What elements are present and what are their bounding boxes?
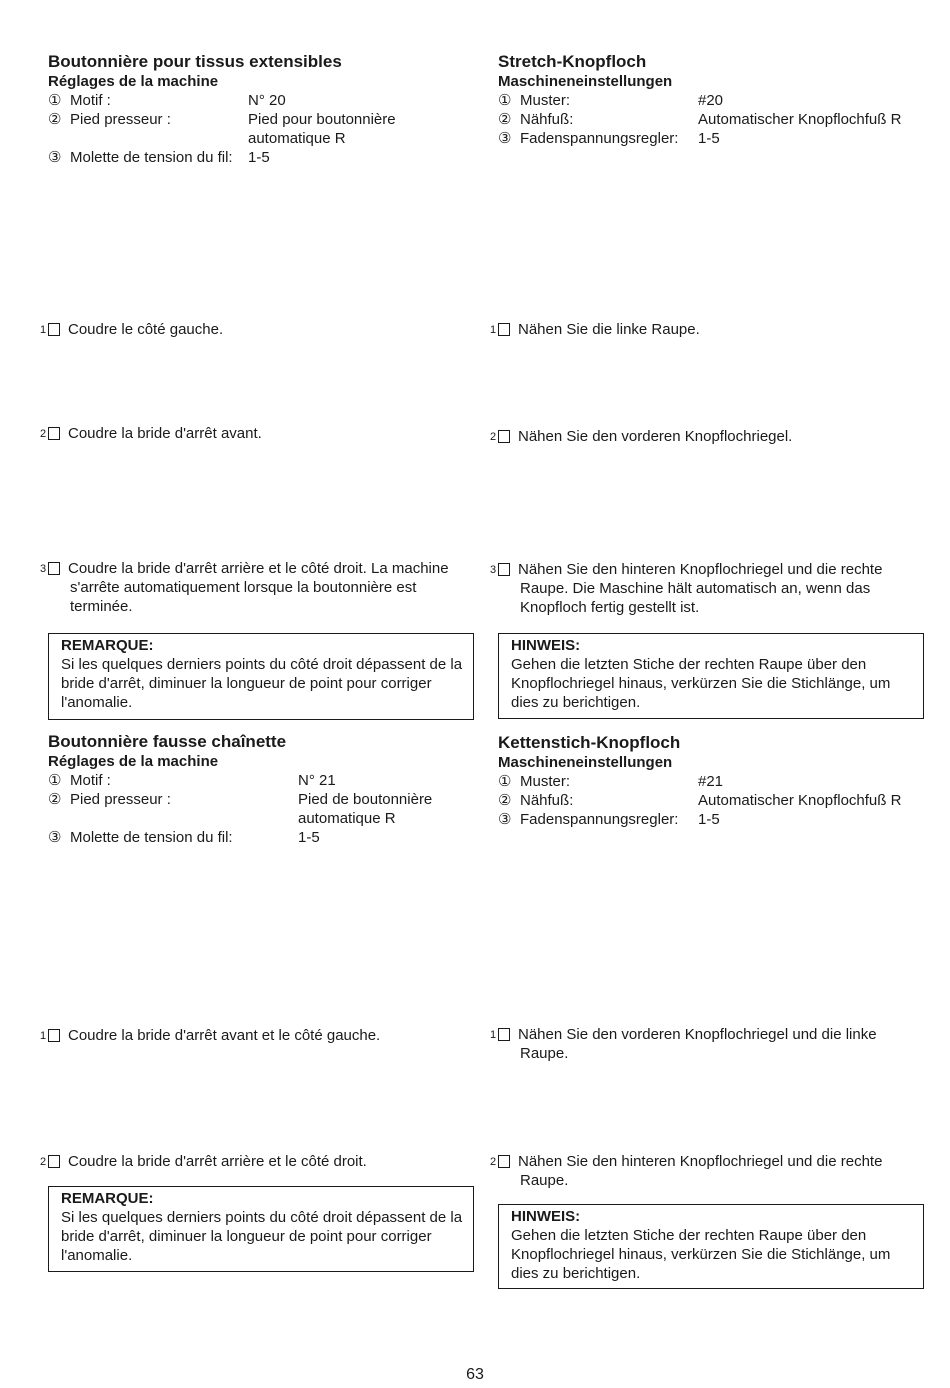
step-number-box: 2 [48, 1155, 60, 1168]
setting-row-foot [498, 110, 573, 129]
step-item [39, 424, 478, 443]
step-item [489, 320, 928, 339]
section-subtitle-de-stretch: Maschineneinstellungen [498, 73, 673, 90]
setting-row-pattern [498, 91, 570, 110]
note-box [498, 1204, 924, 1289]
step-number-box: 1 [498, 323, 510, 336]
step-text: Nähen Sie den hinteren Knopflochriegel und die rechte Raupe. [518, 1153, 883, 1189]
note-text: Si les quelques derniers points du côté droit dépassent de la bride d'arrêt, diminuer la longueur de point pour corriger l'anomalie. [61, 656, 463, 711]
setting-number: ③ [48, 829, 62, 846]
setting-number: ① [48, 92, 62, 109]
setting-value: 1-5 [298, 829, 320, 846]
setting-value: Pied pour boutonnière [248, 111, 396, 128]
step-text: Nähen Sie den vorderen Knopflochriegel. [518, 428, 793, 445]
setting-value: 1-5 [698, 130, 720, 147]
setting-value: Automatischer Knopflochfuß R [698, 792, 902, 809]
step-text: Nähen Sie den vorderen Knopflochriegel und die linke Raupe. [518, 1026, 877, 1062]
setting-value: 1-5 [248, 149, 270, 166]
section-title-fr-chain: Boutonnière fausse chaînette [48, 732, 287, 751]
setting-value: #21 [698, 773, 724, 790]
step-text: Nähen Sie die linke Raupe. [518, 321, 700, 338]
step-text: Coudre la bride d'arrêt avant. [68, 425, 262, 442]
setting-value: N° 21 [298, 772, 336, 789]
setting-number: ① [48, 772, 62, 789]
setting-row-pattern [48, 771, 111, 790]
step-item [489, 427, 928, 446]
setting-number: ② [48, 111, 62, 128]
note-text: Gehen die letzten Stiche der rechten Raupe über den Knopflochriegel hinaus, verkürzen Sie die Stichlänge, um dies zu berichtigen. [511, 656, 891, 711]
setting-label: Molette de tension du fil: [70, 149, 233, 166]
section-title-de-chain: Kettenstich-Knopfloch [498, 733, 681, 752]
page-number: 63 [466, 1366, 484, 1383]
setting-value: Automatischer Knopflochfuß R [698, 111, 902, 128]
step-number-box: 2 [498, 430, 510, 443]
setting-row-pattern [48, 91, 111, 110]
setting-number: ② [498, 792, 512, 809]
section-subtitle-de-chain: Maschineneinstellungen [498, 754, 673, 771]
note-title: HINWEIS: [511, 1208, 581, 1225]
step-text: Coudre la bride d'arrêt arrière et le côté droit. La machine s'arrête automatiquement lorsque la boutonnière est terminée. [68, 560, 449, 615]
setting-row-foot [48, 110, 171, 129]
note-box [498, 633, 924, 719]
step-text: Coudre la bride d'arrêt arrière et le côté droit. [68, 1153, 367, 1170]
step-number-box: 1 [48, 323, 60, 336]
note-text: Si les quelques derniers points du côté droit dépassent de la bride d'arrêt, diminuer la longueur de point pour corriger l'anomalie. [61, 1209, 463, 1264]
setting-number: ③ [498, 811, 512, 828]
note-title: HINWEIS: [511, 637, 581, 654]
step-item [489, 1025, 918, 1063]
step-number-box: 2 [48, 427, 60, 440]
step-item [39, 1026, 478, 1045]
step-item [489, 1152, 918, 1190]
note-text: Gehen die letzten Stiche der rechten Raupe über den Knopflochriegel hinaus, verkürzen Sie die Stichlänge, um dies zu berichtigen. [511, 1227, 891, 1282]
setting-row-foot [498, 791, 573, 810]
step-number-box: 2 [498, 1155, 510, 1168]
note-box [48, 633, 474, 720]
setting-value-continued: automatique R [248, 130, 346, 147]
step-text: Coudre la bride d'arrêt avant et le côté gauche. [68, 1027, 381, 1044]
setting-number: ② [498, 111, 512, 128]
step-text: Nähen Sie den hinteren Knopflochriegel und die rechte Raupe. Die Maschine hält automatisch an, wenn das Knopfloch fertig gestellt ist. [518, 561, 883, 616]
note-title: REMARQUE: [61, 637, 154, 654]
step-item [39, 1152, 478, 1171]
section-subtitle-fr-stretch: Réglages de la machine [48, 73, 219, 90]
setting-label: Pied presseur : [70, 111, 171, 128]
setting-value: 1-5 [698, 811, 720, 828]
step-text: Coudre le côté gauche. [68, 321, 224, 338]
setting-value: N° 20 [248, 92, 286, 109]
step-item [39, 559, 478, 616]
setting-label: Pied presseur : [70, 791, 171, 808]
setting-row-tension [48, 148, 233, 167]
setting-label: Muster: [520, 773, 571, 790]
setting-label: Nähfuß: [520, 792, 574, 809]
step-number-box: 1 [498, 1028, 510, 1041]
step-item [39, 320, 478, 339]
setting-row-tension [48, 828, 233, 847]
setting-label: Motif : [70, 92, 111, 109]
section-title-de-stretch: Stretch-Knopfloch [498, 52, 647, 71]
setting-row-foot [48, 790, 171, 809]
section-title-fr-stretch: Boutonnière pour tissus extensibles [48, 52, 342, 71]
step-number-box: 3 [48, 562, 60, 575]
note-title: REMARQUE: [61, 1190, 154, 1207]
step-number-box: 3 [498, 563, 510, 576]
setting-number: ① [498, 92, 512, 109]
setting-number: ② [48, 791, 62, 808]
setting-value: Pied de boutonnière [298, 791, 433, 808]
step-number-box: 1 [48, 1029, 60, 1042]
setting-label: Fadenspannungsregler: [520, 811, 679, 828]
setting-value: #20 [698, 92, 724, 109]
setting-label: Fadenspannungsregler: [520, 130, 679, 147]
setting-number: ③ [48, 149, 62, 166]
setting-label: Motif : [70, 772, 111, 789]
setting-number: ① [498, 773, 512, 790]
setting-label: Muster: [520, 92, 571, 109]
setting-label: Nähfuß: [520, 111, 574, 128]
setting-label: Molette de tension du fil: [70, 829, 233, 846]
setting-number: ③ [498, 130, 512, 147]
setting-row-tension [498, 129, 678, 148]
step-item [489, 560, 918, 617]
note-box [48, 1186, 474, 1272]
setting-row-pattern [498, 772, 570, 791]
setting-value-continued: automatique R [298, 810, 396, 827]
setting-row-tension [498, 810, 678, 829]
section-subtitle-fr-chain: Réglages de la machine [48, 753, 219, 770]
